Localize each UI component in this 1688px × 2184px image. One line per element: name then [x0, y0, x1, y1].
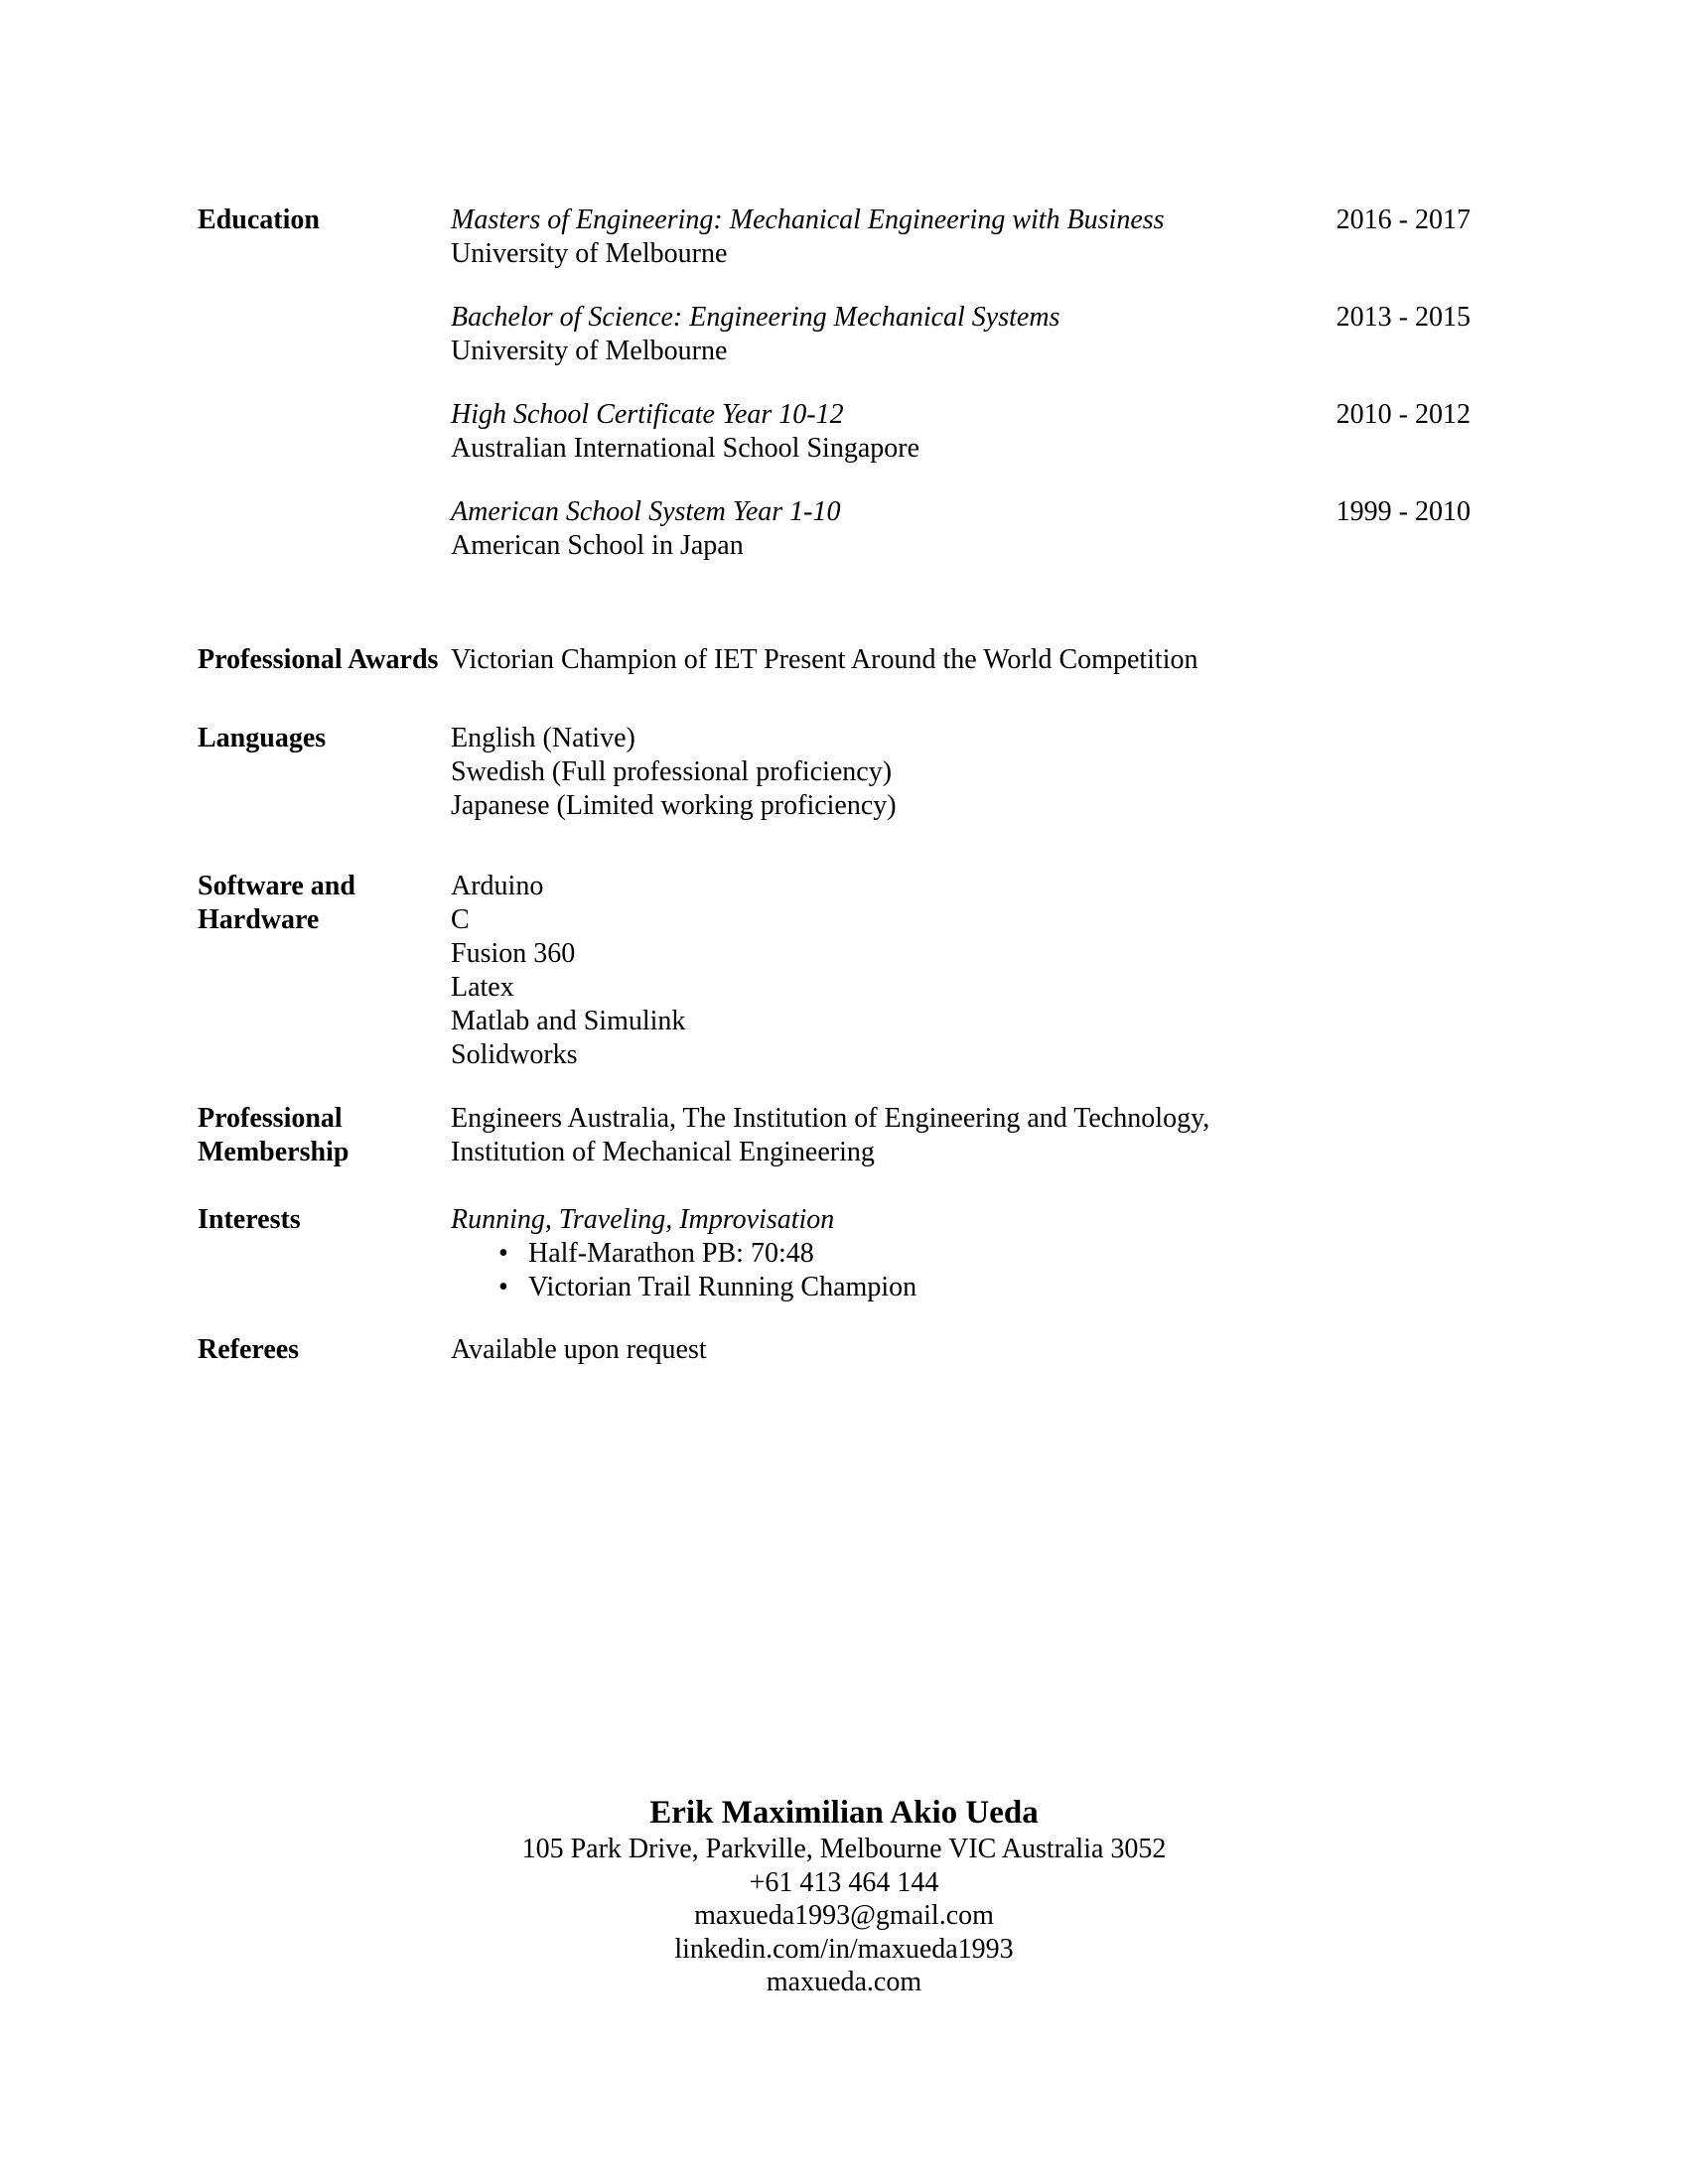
language-item: Japanese (Limited working proficiency) [451, 790, 897, 821]
education-degree-title: American School System Year 1-10 [451, 496, 841, 527]
bullet-icon: • [498, 1272, 508, 1302]
section-professional-membership [198, 1102, 1471, 1169]
phone-number: +61 413 464 144 [749, 1866, 939, 1898]
languages-list [451, 722, 1471, 823]
bullet-icon: • [498, 1238, 508, 1269]
membership-line: Engineers Australia, The Institution of Engineering and Technology, [451, 1103, 1210, 1134]
education-entry [451, 204, 1471, 271]
education-institution: American School in Japan [451, 530, 744, 561]
language-item: English (Native) [451, 723, 635, 753]
education-dates: 2010 - 2012 [1336, 399, 1471, 430]
interest-bullet-text: Half-Marathon PB: 70:48 [528, 1238, 814, 1269]
software-item: Matlab and Simulink [451, 1006, 686, 1036]
section-label-education: Education [198, 205, 320, 235]
section-label-professional-membership: Professional Membership [198, 1103, 350, 1167]
education-degree-title: High School Certificate Year 10-12 [451, 399, 844, 430]
address-line: 105 Park Drive, Parkville, Melbourne VIC Australia 3052 [521, 1834, 1167, 1864]
section-label-interests: Interests [198, 1204, 301, 1235]
education-entry [451, 398, 1471, 466]
education-entry [451, 301, 1471, 368]
education-entry-main [451, 398, 1307, 466]
software-item: C [451, 904, 470, 935]
referees-content: Available upon request [451, 1334, 707, 1365]
membership-line: Institution of Mechanical Engineering [451, 1137, 875, 1167]
software-item: Arduino [451, 871, 544, 901]
linkedin-url: linkedin.com/in/maxueda1993 [674, 1933, 1014, 1965]
section-label-software-hardware: Software and Hardware [198, 871, 355, 935]
software-hardware-list [451, 870, 1471, 1072]
section-software-hardware [198, 870, 1471, 1072]
interest-bullet-item [498, 1237, 1471, 1271]
email-address: maxueda1993@gmail.com [694, 1900, 994, 1931]
education-dates: 2016 - 2017 [1336, 205, 1471, 235]
software-item: Solidworks [451, 1039, 578, 1070]
language-item: Swedish (Full professional proficiency) [451, 756, 893, 787]
section-professional-awards [198, 643, 1471, 677]
education-entry-main [451, 204, 1307, 271]
education-degree-title: Bachelor of Science: Engineering Mechanical Systems [451, 302, 1060, 333]
education-entries [451, 204, 1471, 563]
professional-awards-content: Victorian Champion of IET Present Around the World Competition [451, 644, 1198, 675]
software-item: Fusion 360 [451, 938, 576, 969]
education-institution: University of Melbourne [451, 336, 728, 366]
section-label-languages: Languages [198, 723, 327, 753]
professional-membership-content [451, 1102, 1471, 1169]
interest-bullet-text: Victorian Trail Running Champion [528, 1272, 917, 1302]
section-referees [198, 1333, 1471, 1367]
interests-content [451, 1203, 1471, 1304]
education-institution: University of Melbourne [451, 238, 728, 269]
education-dates: 1999 - 2010 [1336, 496, 1471, 527]
interest-bullet-item [498, 1271, 1471, 1304]
education-entry [451, 495, 1471, 563]
education-entry-main [451, 495, 1307, 563]
person-name: Erik Maximilian Akio Ueda [649, 1795, 1039, 1831]
education-degree-title: Masters of Engineering: Mechanical Engineering with Business [451, 205, 1165, 235]
contact-footer [0, 1793, 1688, 1999]
section-label-professional-awards: Professional Awards [198, 644, 439, 675]
website-url: maxueda.com [766, 1967, 922, 1997]
section-languages [198, 722, 1471, 823]
education-institution: Australian International School Singapore [451, 433, 919, 464]
section-interests [198, 1203, 1471, 1304]
section-education [198, 204, 1471, 563]
section-label-referees: Referees [198, 1334, 300, 1365]
education-entry-main [451, 301, 1307, 368]
education-dates: 2013 - 2015 [1336, 302, 1471, 333]
interests-summary: Running, Traveling, Improvisation [451, 1204, 835, 1235]
software-item: Latex [451, 972, 514, 1003]
